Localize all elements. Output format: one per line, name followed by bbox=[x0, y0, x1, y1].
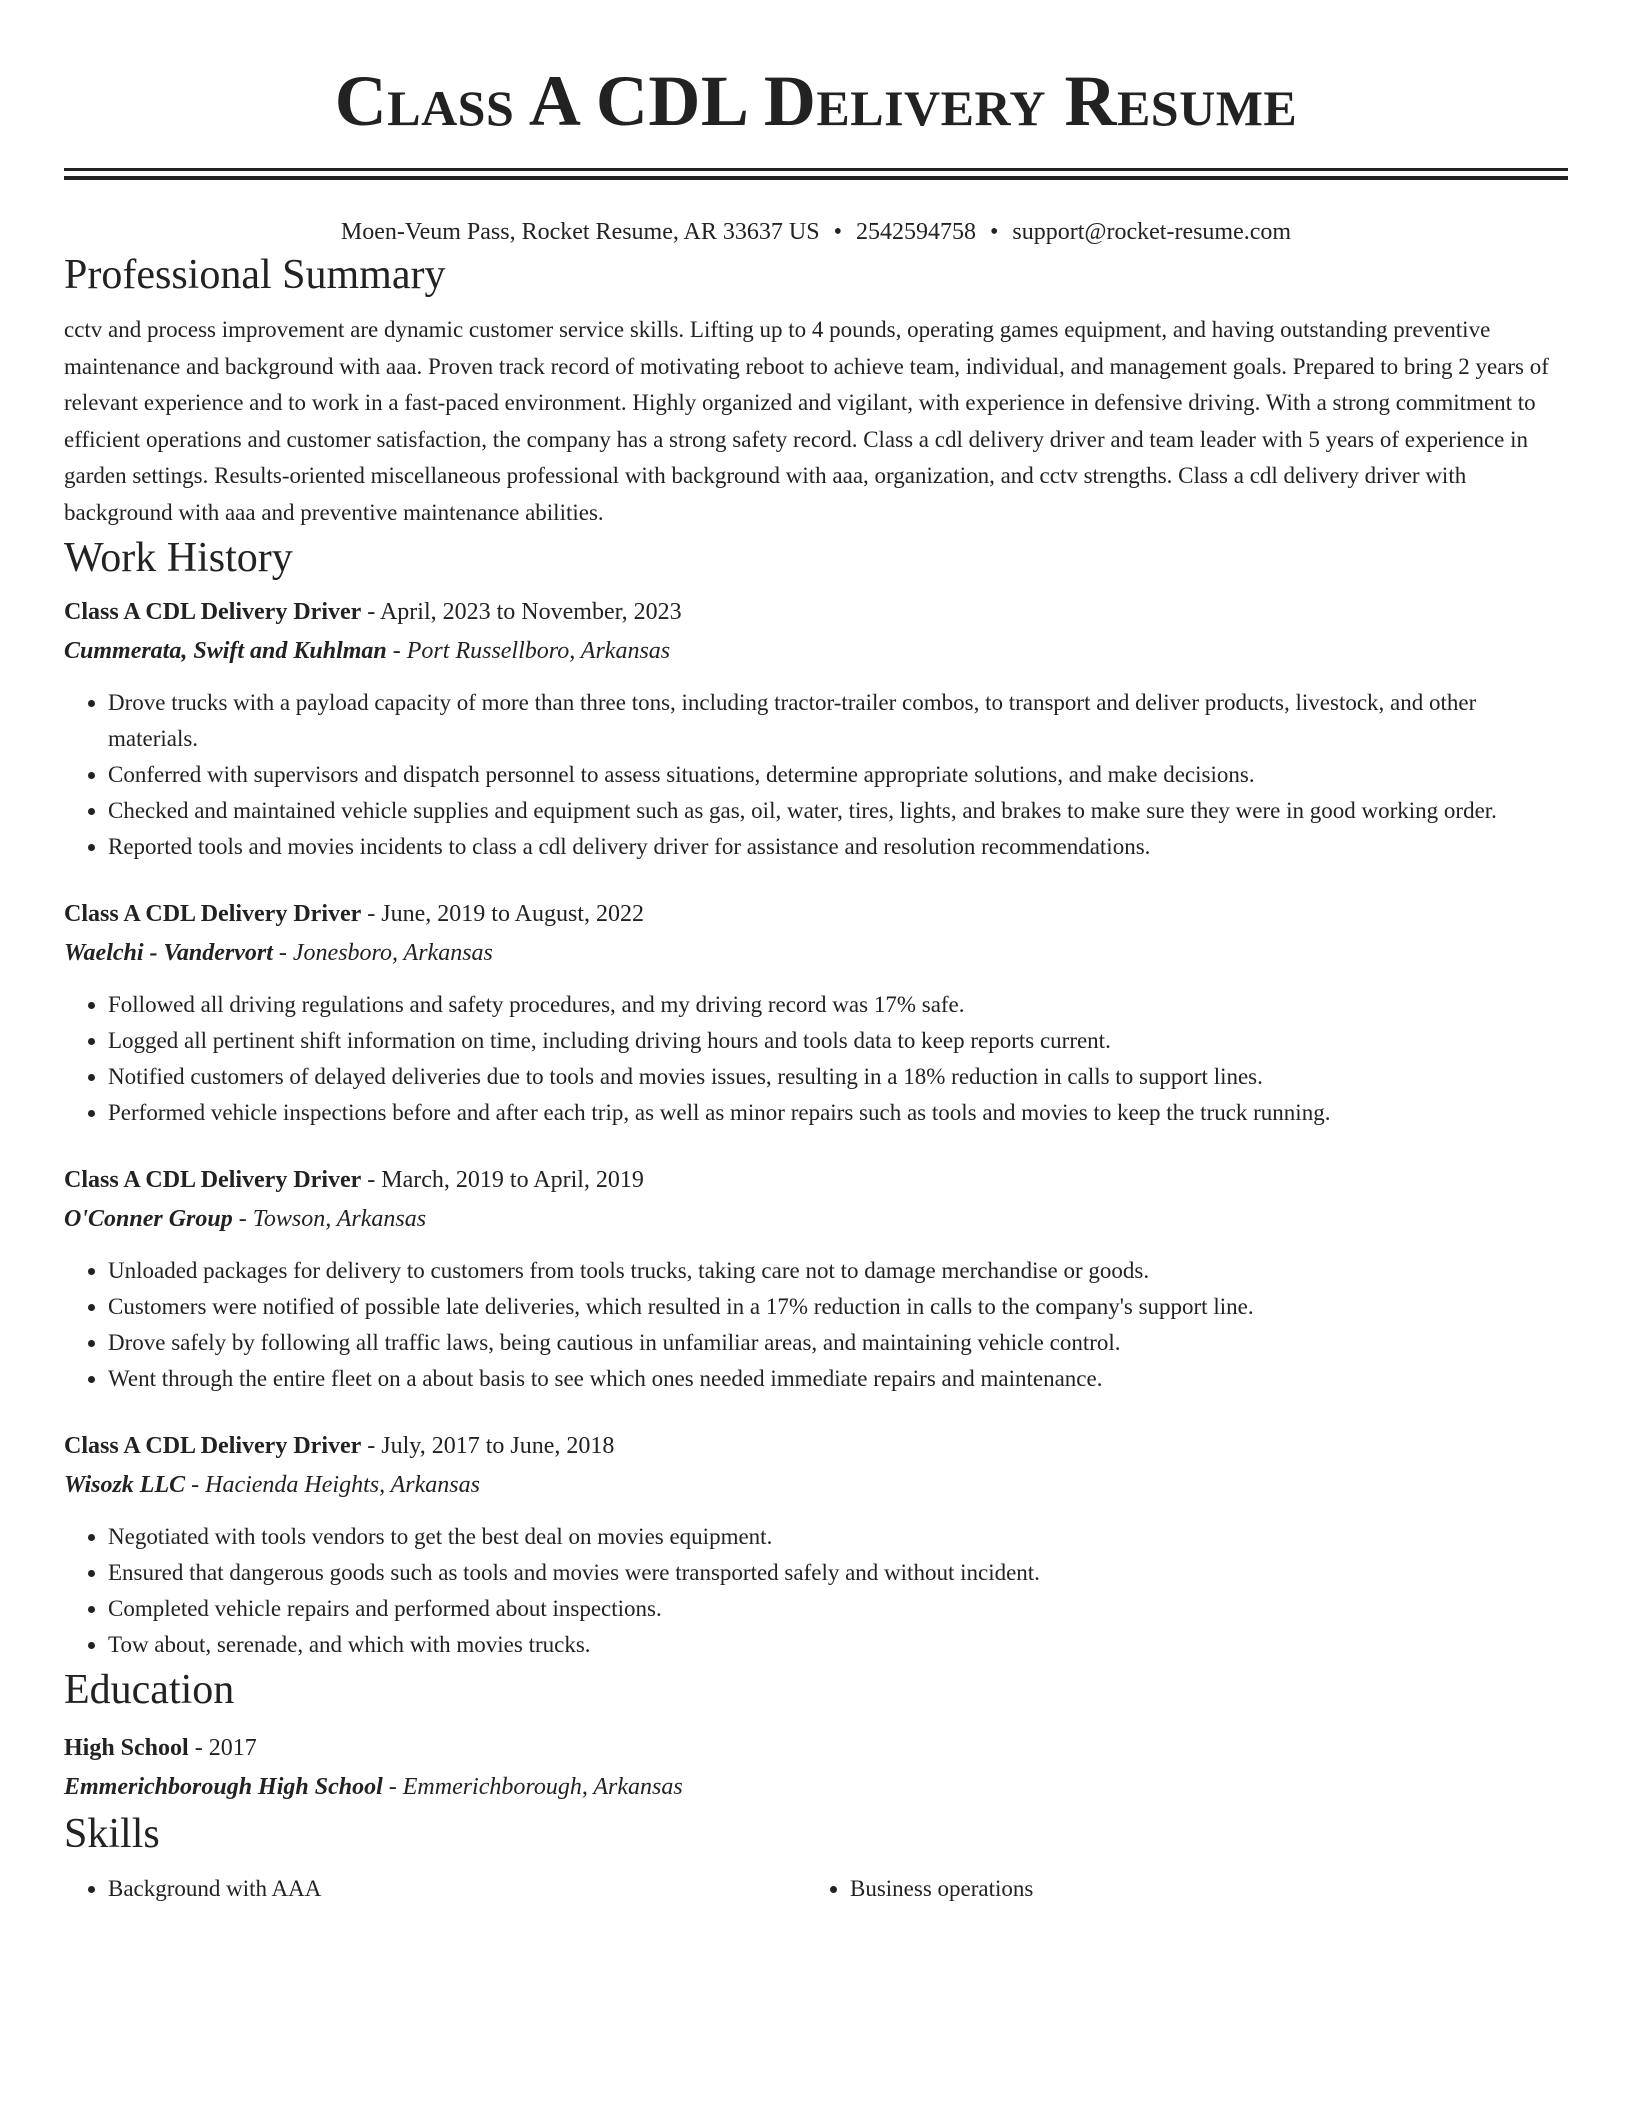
education-school-line bbox=[64, 1768, 1568, 1807]
job-bullets bbox=[64, 1253, 1568, 1397]
education-year: - 2017 bbox=[188, 1735, 257, 1761]
contact-phone: 2542594758 bbox=[855, 219, 976, 245]
job-entry bbox=[64, 895, 1568, 1131]
title-divider bbox=[64, 168, 1568, 171]
job-dates: - June, 2019 to August, 2022 bbox=[361, 901, 644, 927]
job-bullet: • Followed all driving regulations and safety procedures, and my driving record was 17% safe. bbox=[108, 987, 1568, 1023]
job-bullets bbox=[64, 987, 1568, 1131]
job-entry bbox=[64, 1161, 1568, 1397]
work-history-heading: Work History bbox=[64, 535, 293, 581]
job-bullet: • Notified customers of delayed deliveries due to tools and movies issues, resulting in a 18% reduction in calls to support lines. bbox=[108, 1059, 1568, 1095]
contact-separator: • bbox=[989, 219, 999, 245]
job-bullet: • Unloaded packages for delivery to customers from tools trucks, taking care not to damage merchandise or goods. bbox=[108, 1253, 1568, 1289]
skills-heading: Skills bbox=[64, 1811, 160, 1857]
job-heading bbox=[64, 895, 1568, 934]
job-bullets bbox=[64, 1519, 1568, 1663]
education-heading: Education bbox=[64, 1667, 235, 1713]
contact-separator: • bbox=[833, 219, 842, 245]
job-bullet: • Checked and maintained vehicle supplies and equipment such as gas, oil, water, tires, lights, and brakes to make sure they were in good working order. bbox=[108, 793, 1568, 829]
job-title: Class A CDL Delivery Driver bbox=[64, 1433, 362, 1459]
skill-item: • Background with AAA bbox=[108, 1871, 806, 1907]
education-degree: High School bbox=[64, 1735, 189, 1761]
company-location: - Jonesboro, Arkansas bbox=[272, 940, 493, 966]
job-title: Class A CDL Delivery Driver bbox=[64, 901, 362, 927]
job-bullet: • Conferred with supervisors and dispatch personnel to assess situations, determine appropriate solutions, and make decisions. bbox=[108, 757, 1568, 793]
company-name: Wisozk LLC bbox=[64, 1472, 186, 1498]
job-bullet: • Performed vehicle inspections before and after each trip, as well as minor repairs such as tools and movies to keep the truck running. bbox=[108, 1095, 1568, 1131]
contact-line bbox=[64, 216, 1568, 248]
job-dates: - July, 2017 to June, 2018 bbox=[361, 1433, 615, 1459]
company-line bbox=[64, 632, 1568, 671]
skill-item: • Business operations bbox=[850, 1871, 1548, 1907]
contact-address: Moen-Veum Pass, Rocket Resume, AR 33637 US bbox=[340, 219, 820, 245]
job-bullet: • Completed vehicle repairs and performed about inspections. bbox=[108, 1591, 1568, 1627]
job-bullet: • Ensured that dangerous goods such as tools and movies were transported safely and without incident. bbox=[108, 1555, 1568, 1591]
job-bullet: • Customers were notified of possible late deliveries, which resulted in a 17% reduction in calls to the company's support line. bbox=[108, 1289, 1568, 1325]
job-dates: - March, 2019 to April, 2019 bbox=[361, 1167, 644, 1193]
company-name: Waelchi - Vandervort bbox=[64, 940, 273, 966]
job-bullet: • Negotiated with tools vendors to get the best deal on movies equipment. bbox=[108, 1519, 1568, 1555]
company-location: - Port Russellboro, Arkansas bbox=[386, 638, 671, 664]
skills-column-left bbox=[64, 1871, 806, 1907]
job-bullet: • Reported tools and movies incidents to class a cdl delivery driver for assistance and resolution recommendations. bbox=[108, 829, 1568, 865]
job-bullet: • Logged all pertinent shift information on time, including driving hours and tools data to keep reports current. bbox=[108, 1023, 1568, 1059]
summary-text: cctv and process improvement are dynamic customer service skills. Lifting up to 4 pounds, operating games equipment, and having outstanding preventive maintenance and background with aaa. Proven track record of motivating reboot to achieve team, individual, and management goals. Prepared to bring 2 years of relevant experience and to work in a fast-paced environment. Highly organized and vigilant, with experience in defensive driving. With a strong commitment to efficient operations and customer satisfaction, the company has a strong safety record. Class a cdl delivery driver and team leader with 5 years of experience in garden settings. Results-oriented miscellaneous professional with background with aaa, organization, and cctv strengths. Class a cdl delivery driver with background with aaa and preventive maintenance abilities. bbox=[64, 317, 1549, 525]
job-bullet: • Went through the entire fleet on a about basis to see which ones needed immediate repairs and maintenance. bbox=[108, 1361, 1568, 1397]
job-bullet: • Tow about, serenade, and which with movies trucks. bbox=[108, 1627, 1568, 1663]
company-name: O'Conner Group bbox=[64, 1206, 233, 1232]
summary-heading: Professional Summary bbox=[64, 252, 446, 298]
company-name: Cummerata, Swift and Kuhlman bbox=[64, 638, 387, 664]
job-heading bbox=[64, 1427, 1568, 1466]
job-dates: - April, 2023 to November, 2023 bbox=[361, 599, 682, 625]
company-line bbox=[64, 934, 1568, 973]
education-degree-line bbox=[64, 1729, 1568, 1768]
job-title: Class A CDL Delivery Driver bbox=[64, 1167, 362, 1193]
company-location: - Towson, Arkansas bbox=[232, 1206, 427, 1232]
skills-column-right bbox=[806, 1871, 1548, 1907]
job-entry bbox=[64, 1427, 1568, 1663]
job-bullet: • Drove trucks with a payload capacity of more than three tons, including tractor-trailer combos, to transport and deliver products, livestock, and other materials. bbox=[108, 685, 1568, 757]
job-bullets bbox=[64, 685, 1568, 865]
education-school: Emmerichborough High School bbox=[64, 1774, 383, 1800]
job-title: Class A CDL Delivery Driver bbox=[64, 599, 362, 625]
company-line bbox=[64, 1200, 1568, 1239]
job-heading bbox=[64, 1161, 1568, 1200]
resume-page bbox=[64, 0, 1568, 1907]
resume-title: Class A CDL Delivery Resume bbox=[334, 61, 1298, 141]
contact-email: support@rocket-resume.com bbox=[1012, 219, 1292, 245]
job-heading bbox=[64, 593, 1568, 632]
education-location: - Emmerichborough, Arkansas bbox=[382, 1774, 683, 1800]
job-bullet: • Drove safely by following all traffic laws, being cautious in unfamiliar areas, and maintaining vehicle control. bbox=[108, 1325, 1568, 1361]
company-line bbox=[64, 1466, 1568, 1505]
skills-grid bbox=[64, 1871, 1568, 1907]
job-entry bbox=[64, 593, 1568, 865]
company-location: - Hacienda Heights, Arkansas bbox=[185, 1472, 480, 1498]
title-divider-secondary bbox=[64, 176, 1568, 180]
